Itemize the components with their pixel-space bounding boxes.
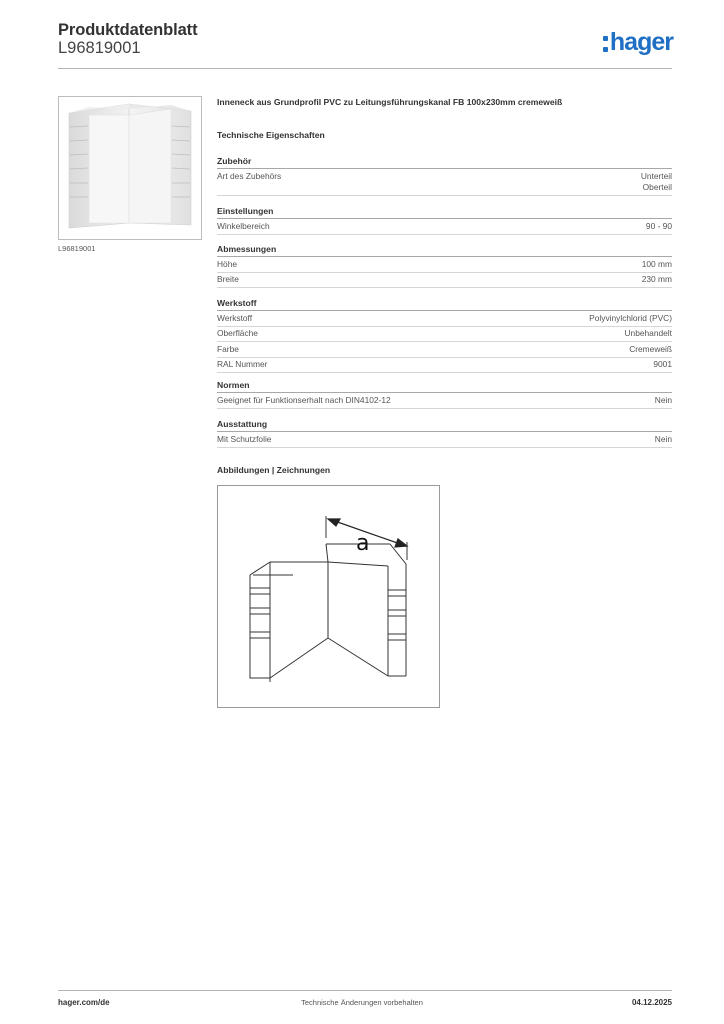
- drawings-heading: Abbildungen | Zeichnungen: [217, 465, 331, 475]
- section-title: Normen: [217, 379, 672, 393]
- inner-corner-drawing-icon: [218, 486, 439, 707]
- footer-notice: Technische Änderungen vorbehalten: [301, 998, 423, 1007]
- footer-website[interactable]: hager.com/de: [58, 998, 110, 1007]
- photo-caption: L96819001: [58, 244, 96, 253]
- spec-row: [217, 358, 672, 374]
- spec-label: Geeignet für Funktionserhalt nach DIN4102-12: [217, 394, 391, 405]
- spec-label: Breite: [217, 274, 239, 284]
- spec-label: Winkelbereich: [217, 220, 270, 231]
- section-title: Zubehör: [217, 155, 672, 169]
- spec-value: Cremeweiß: [629, 343, 672, 354]
- spec-row: [217, 273, 672, 289]
- header-divider: [58, 68, 672, 69]
- footer-date: 04.12.2025: [631, 998, 672, 1007]
- spec-value: Unbehandelt: [624, 328, 672, 338]
- product-name: Inneneck aus Grundprofil PVC zu Leitungsführungskanal FB 100x230mm cremeweiß: [217, 97, 563, 107]
- section-title: Abmessungen: [217, 243, 672, 257]
- inner-corner-photo-icon: [59, 97, 201, 239]
- spec-value: Nein: [654, 394, 672, 405]
- spec-value: Nein: [654, 433, 672, 444]
- technical-drawing: [217, 485, 440, 708]
- spec-label: Werkstoff: [217, 312, 253, 323]
- spec-row: [217, 342, 672, 358]
- dimension-label: a: [356, 531, 370, 556]
- spec-label: Mit Schutzfolie: [217, 433, 272, 444]
- section-title: Ausstattung: [217, 418, 672, 432]
- logo-mark-icon: [603, 36, 608, 52]
- spec-value: 9001: [653, 359, 672, 369]
- spec-row: [217, 311, 672, 327]
- section-title: Werkstoff: [217, 297, 672, 311]
- brand-logo: [603, 28, 673, 56]
- section-ausstattung: [217, 418, 672, 448]
- spec-value: Oberteil: [642, 181, 672, 192]
- section-einstellungen: [217, 205, 672, 235]
- spec-row: [217, 219, 672, 235]
- product-photo: [58, 96, 202, 240]
- spec-label: Farbe: [217, 343, 239, 354]
- spec-row: [217, 327, 672, 343]
- spec-value: 100 mm: [641, 258, 672, 269]
- product-number: L96819001: [58, 39, 141, 57]
- section-normen: [217, 379, 672, 409]
- spec-value: Unterteil: [640, 170, 672, 181]
- section-title: Einstellungen: [217, 205, 672, 219]
- spec-label: RAL Nummer: [217, 359, 268, 369]
- spec-label: Art des Zubehörs: [217, 170, 282, 181]
- spec-row: [217, 169, 672, 196]
- footer-divider: [58, 990, 672, 991]
- section-werkstoff: [217, 297, 672, 373]
- section-abmessungen: [217, 243, 672, 288]
- spec-row: [217, 257, 672, 273]
- spec-value: 230 mm: [641, 274, 672, 284]
- spec-value: 90 - 90: [645, 220, 672, 231]
- spec-label: Oberfläche: [217, 328, 258, 338]
- spec-row: [217, 393, 672, 409]
- spec-row: [217, 432, 672, 448]
- section-zubehoer: [217, 155, 672, 196]
- brand-name: hager: [609, 28, 673, 56]
- technical-heading: Technische Eigenschaften: [217, 130, 325, 140]
- spec-value: Polyvinylchlorid (PVC): [589, 312, 672, 323]
- page-title: Produktdatenblatt: [58, 21, 198, 39]
- spec-label: Höhe: [217, 258, 238, 269]
